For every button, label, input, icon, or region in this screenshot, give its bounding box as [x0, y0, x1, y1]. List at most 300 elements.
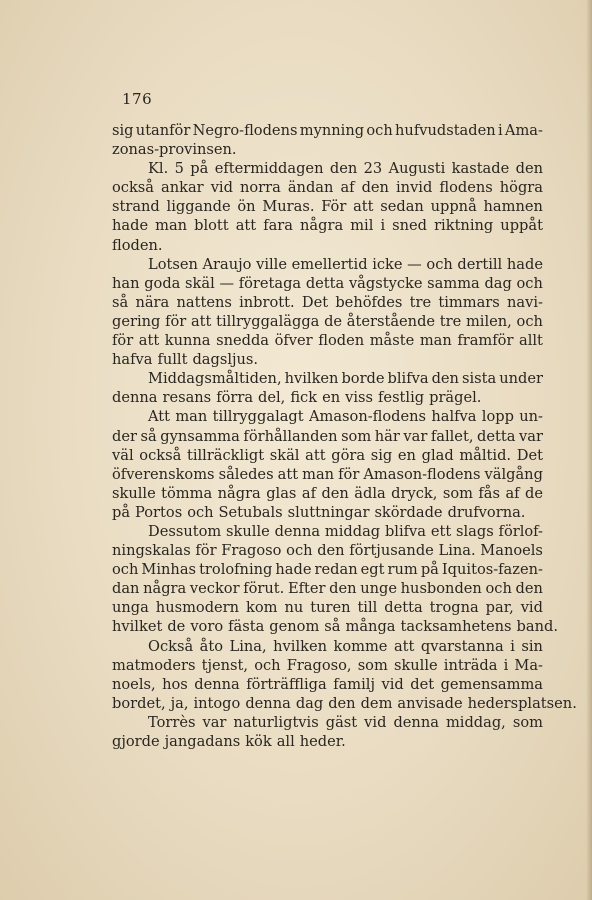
word: ankar	[161, 179, 204, 197]
word: denna	[274, 522, 321, 540]
word: hos	[162, 675, 188, 693]
word: icke	[372, 255, 403, 273]
word: i	[380, 217, 386, 235]
word: Efter	[287, 580, 326, 598]
word: den	[329, 580, 357, 598]
word: snedda	[216, 332, 270, 350]
word: floden	[318, 332, 365, 350]
word: Lina.	[438, 542, 476, 560]
word: mil	[350, 217, 374, 235]
text-line	[112, 236, 543, 255]
word: den	[515, 580, 543, 598]
text-line	[112, 293, 543, 312]
word: skäl	[269, 446, 300, 464]
word: var	[519, 427, 543, 445]
word: måste	[369, 332, 415, 350]
word: måltid.	[459, 446, 512, 464]
word: Portos	[135, 503, 183, 521]
word: viss	[345, 389, 374, 407]
word: dag	[484, 274, 512, 292]
word: Fragoso,	[286, 656, 352, 674]
word: voro	[190, 618, 224, 636]
word: hvilket	[112, 618, 163, 636]
word: var	[202, 713, 227, 731]
word: af	[340, 179, 355, 197]
word: resans	[162, 389, 212, 407]
word: behöfdes	[335, 293, 403, 311]
word: så	[140, 427, 157, 445]
word: Amason-flodens	[308, 408, 427, 426]
word: på	[190, 160, 209, 178]
text-line	[112, 274, 543, 293]
word: att	[190, 312, 212, 330]
word: tillryggalagt	[212, 408, 304, 426]
word: de	[525, 484, 543, 502]
page-number: 176	[122, 90, 153, 108]
word: naturligtvis	[233, 713, 319, 731]
word: den	[431, 370, 459, 388]
word: skulle	[112, 484, 156, 502]
word: Ma-	[514, 656, 543, 674]
text-line	[112, 388, 543, 407]
word: af	[301, 484, 316, 502]
word: skäl	[185, 274, 215, 292]
word: att	[277, 465, 299, 483]
word: Lotsen	[148, 255, 198, 273]
word: Det	[516, 446, 543, 464]
word: Negro-flodens	[192, 122, 298, 139]
text-line	[112, 484, 543, 503]
word: skördade	[374, 503, 443, 521]
word: hamnen	[483, 198, 543, 216]
word: att	[138, 332, 160, 350]
text-line	[112, 598, 543, 617]
word: några	[300, 217, 344, 235]
word: så	[112, 293, 129, 311]
word: den	[321, 484, 349, 502]
word: sig	[112, 122, 134, 139]
word: rum	[387, 561, 418, 579]
text-line	[112, 503, 543, 522]
word: dagsljus.	[192, 351, 259, 369]
word: de	[167, 618, 186, 636]
word: fallet,	[430, 427, 474, 445]
word: —	[407, 255, 422, 273]
word: hafva	[112, 351, 153, 369]
word: inbrott.	[239, 293, 295, 311]
word: bordet,	[112, 694, 166, 712]
word: sista	[461, 370, 497, 388]
word: tillräckligt	[186, 446, 265, 464]
word: egt	[360, 561, 385, 579]
word: trogna	[429, 599, 479, 617]
word: som	[341, 427, 372, 445]
text-line	[112, 140, 543, 159]
word: glas	[266, 484, 297, 502]
word: tömma	[161, 484, 213, 502]
word: Ama-	[504, 122, 543, 139]
word: dan	[112, 580, 140, 598]
word: några	[217, 484, 261, 502]
word: att	[235, 217, 257, 235]
word: husmodern	[155, 599, 240, 617]
word: den	[317, 542, 345, 560]
word: ön	[237, 198, 256, 216]
word: fästa	[228, 618, 265, 636]
word: Amason-flodens	[363, 465, 481, 483]
word: som	[512, 713, 543, 731]
word: den	[361, 179, 389, 197]
word: nära	[135, 293, 170, 311]
word: vid	[520, 599, 543, 617]
text-line	[112, 541, 543, 560]
word: och	[426, 255, 453, 273]
word: detta	[305, 274, 345, 292]
word: Setubals	[218, 503, 283, 521]
word: blott	[194, 217, 229, 235]
word: goda	[144, 274, 181, 292]
word: unge	[360, 580, 397, 598]
word: denna	[194, 675, 240, 693]
word: tre	[409, 293, 432, 311]
text-line	[112, 427, 543, 446]
word: gäst	[325, 713, 358, 731]
word: hvilken	[284, 370, 339, 388]
word: matmoders	[112, 656, 196, 674]
word: Att	[148, 408, 171, 426]
word: noels,	[112, 675, 156, 693]
word: Araujo	[202, 255, 252, 273]
word: hade	[275, 561, 312, 579]
word: vågstycke	[348, 274, 423, 292]
word: navi-	[507, 293, 543, 311]
word: som	[357, 656, 388, 674]
text-line	[112, 255, 543, 274]
word: Muras.	[262, 198, 315, 216]
word: fullt	[157, 351, 188, 369]
word: uppåt	[500, 217, 543, 235]
word: Lina,	[229, 637, 267, 655]
word: vid	[381, 675, 404, 693]
word: milen,	[465, 312, 512, 330]
word: var	[403, 427, 428, 445]
word: det	[410, 675, 435, 693]
word: en	[322, 389, 341, 407]
word: och	[286, 542, 313, 560]
word: denna	[112, 389, 158, 407]
word: redan	[314, 561, 358, 579]
word: för	[195, 542, 217, 560]
word: kastade	[451, 160, 510, 178]
word: Augusti	[388, 160, 446, 178]
word: också	[112, 179, 154, 197]
word: genom	[269, 618, 320, 636]
text-line	[112, 197, 543, 216]
word: förlof-	[498, 522, 543, 540]
word: som	[442, 484, 473, 502]
word: denna	[245, 694, 291, 712]
word: på	[420, 561, 439, 579]
word: husbonden	[400, 580, 482, 598]
word: hufvudstaden	[395, 122, 496, 139]
word: drufvorna.	[447, 503, 526, 521]
word: framför	[457, 332, 514, 350]
word: för	[165, 312, 187, 330]
page-edge-shadow	[586, 0, 592, 900]
word: gering	[112, 312, 161, 330]
word: Också	[148, 637, 194, 655]
word: de	[324, 312, 343, 330]
word: och	[254, 656, 281, 674]
word: gjorde	[112, 733, 160, 750]
word: Dessutom	[148, 522, 222, 540]
word: samma	[427, 274, 480, 292]
word: man	[155, 217, 188, 235]
word: att	[305, 446, 326, 464]
word: skulle	[393, 656, 438, 674]
word: hade	[112, 217, 149, 235]
word: sin	[521, 637, 543, 655]
word: kök	[245, 733, 272, 750]
word: i	[497, 122, 503, 139]
word: nattens	[176, 293, 232, 311]
word: utanför	[135, 122, 191, 139]
word: han	[112, 274, 140, 292]
word: den	[328, 694, 356, 712]
word: skulle	[226, 522, 270, 540]
body-text	[112, 121, 577, 751]
word: un-	[519, 408, 543, 426]
word: den	[329, 160, 358, 178]
text-line	[112, 159, 543, 178]
word: för	[338, 465, 360, 483]
word: Kl.	[148, 160, 169, 178]
text-line	[112, 579, 543, 598]
word: all	[276, 733, 295, 750]
word: fara	[263, 217, 293, 235]
word: af	[505, 484, 520, 502]
word: och	[516, 312, 543, 330]
word: 23	[363, 160, 383, 178]
word: Middagsmåltiden,	[148, 370, 282, 388]
word: också	[139, 446, 182, 464]
word: ett	[430, 522, 452, 540]
word: kunna	[164, 332, 211, 350]
word: uppnå	[430, 198, 477, 216]
text-line	[112, 637, 543, 656]
text-line	[112, 350, 543, 369]
word: par,	[485, 599, 514, 617]
word: nu	[284, 599, 304, 617]
word: trolofning	[199, 561, 273, 579]
word: detta	[477, 427, 516, 445]
word: Det	[301, 293, 329, 311]
word: man	[419, 332, 452, 350]
word: borde	[341, 370, 385, 388]
word: så	[324, 618, 341, 636]
word: under	[499, 370, 543, 388]
word: förtjusande	[349, 542, 434, 560]
word: denna	[393, 713, 439, 731]
text-line	[112, 694, 577, 713]
word: och	[485, 580, 512, 598]
word: Minhas	[141, 561, 197, 579]
word: ändan	[287, 179, 334, 197]
word: Torrès	[148, 713, 196, 731]
word: mynning	[299, 122, 365, 139]
text-line	[112, 465, 543, 484]
word: förhållanden	[243, 427, 338, 445]
word: —	[219, 274, 235, 292]
word: ningskalas	[112, 542, 191, 560]
word: halfva	[431, 408, 477, 426]
text-line	[112, 675, 543, 694]
word: komme	[333, 637, 388, 655]
word: emellertid	[291, 255, 368, 273]
word: sedan	[380, 198, 424, 216]
word: förträffliga	[246, 675, 327, 693]
word: gynsamma	[160, 427, 240, 445]
word: många	[345, 618, 396, 636]
word: riktning	[434, 217, 494, 235]
text-line	[112, 178, 543, 197]
word: strand	[112, 198, 160, 216]
word: floden.	[112, 236, 163, 254]
word: slags	[456, 522, 494, 540]
word: förut.	[243, 580, 285, 598]
word: sluttningar	[287, 503, 370, 521]
word: invid	[396, 179, 433, 197]
text-line	[112, 560, 543, 579]
word: dryck,	[391, 484, 438, 502]
word: den	[515, 160, 543, 178]
word: kom	[246, 599, 278, 617]
word: vid	[210, 179, 233, 197]
word: turen	[310, 599, 351, 617]
word: inträda	[443, 656, 498, 674]
word: familj	[333, 675, 375, 693]
word: liggande	[166, 198, 231, 216]
text-line	[112, 617, 558, 636]
text-line	[112, 713, 543, 732]
word: blifva	[387, 370, 429, 388]
word: ja,	[170, 694, 189, 712]
text-line	[112, 369, 543, 388]
word: veckor	[189, 580, 240, 598]
word: sned	[392, 217, 428, 235]
text-line	[112, 732, 543, 751]
word: högra	[499, 179, 543, 197]
word: företaga	[238, 274, 302, 292]
word: zonas-provinsen.	[112, 141, 237, 159]
word: middag	[324, 522, 381, 540]
word: ädla	[354, 484, 386, 502]
text-line	[112, 656, 543, 675]
word: hedersplatsen.	[467, 694, 577, 712]
text-line	[112, 522, 543, 541]
word: För	[321, 198, 347, 216]
word: fås	[478, 484, 500, 502]
word: detta	[384, 599, 423, 617]
word: tjenst,	[201, 656, 249, 674]
word: i	[503, 656, 509, 674]
word: der	[112, 427, 137, 445]
text-line	[112, 216, 543, 235]
word: och	[112, 561, 139, 579]
word: jangadans	[164, 733, 241, 750]
word: 5	[174, 160, 184, 178]
word: band.	[516, 618, 558, 636]
text-line	[112, 407, 543, 426]
word: en	[397, 446, 416, 464]
word: tacksamhetens	[400, 618, 512, 636]
word: hvilken	[273, 637, 327, 655]
word: väl	[112, 446, 134, 464]
word: hade	[506, 255, 543, 273]
word: vid	[364, 713, 387, 731]
word: anvisade	[397, 694, 463, 712]
word: återstående	[346, 312, 436, 330]
text-line	[112, 121, 543, 140]
word: tre	[439, 312, 462, 330]
word: således	[218, 465, 274, 483]
word: gemensamma	[440, 675, 543, 693]
word: fick	[290, 389, 318, 407]
word: festlig	[378, 389, 425, 407]
word: man	[175, 408, 208, 426]
word: qvarstanna	[420, 637, 504, 655]
word: prägel.	[429, 389, 482, 407]
word: några	[143, 580, 187, 598]
word: eftermiddagen	[214, 160, 324, 178]
word: unga	[112, 599, 149, 617]
word: och	[516, 274, 543, 292]
word: öfver	[274, 332, 313, 350]
word: glad	[421, 446, 454, 464]
word: åto	[199, 637, 224, 655]
word: ville	[256, 255, 287, 273]
word: flodens	[439, 179, 493, 197]
word: dag	[295, 694, 324, 712]
word: intogo	[193, 694, 241, 712]
word: Fragoso	[221, 542, 282, 560]
word: här	[374, 427, 400, 445]
word: sig	[370, 446, 393, 464]
word: blifva	[384, 522, 426, 540]
text-line	[112, 331, 543, 350]
word: för	[112, 332, 134, 350]
word: till	[357, 599, 378, 617]
word: dem	[360, 694, 393, 712]
word: Iquitos-fazen-	[441, 561, 543, 579]
word: på	[112, 503, 131, 521]
word: timmars	[438, 293, 500, 311]
word: förra	[216, 389, 254, 407]
word: och	[187, 503, 214, 521]
word: norra	[239, 179, 281, 197]
word: i	[510, 637, 515, 655]
word: man	[302, 465, 335, 483]
word: öfverenskoms	[112, 465, 215, 483]
word: att	[353, 198, 374, 216]
text-line	[112, 446, 543, 465]
word: dertill	[457, 255, 503, 273]
word: och	[366, 122, 393, 139]
word: välgång	[484, 465, 543, 483]
word: att	[393, 637, 415, 655]
word: heder.	[299, 733, 346, 750]
word: middag,	[445, 713, 506, 731]
